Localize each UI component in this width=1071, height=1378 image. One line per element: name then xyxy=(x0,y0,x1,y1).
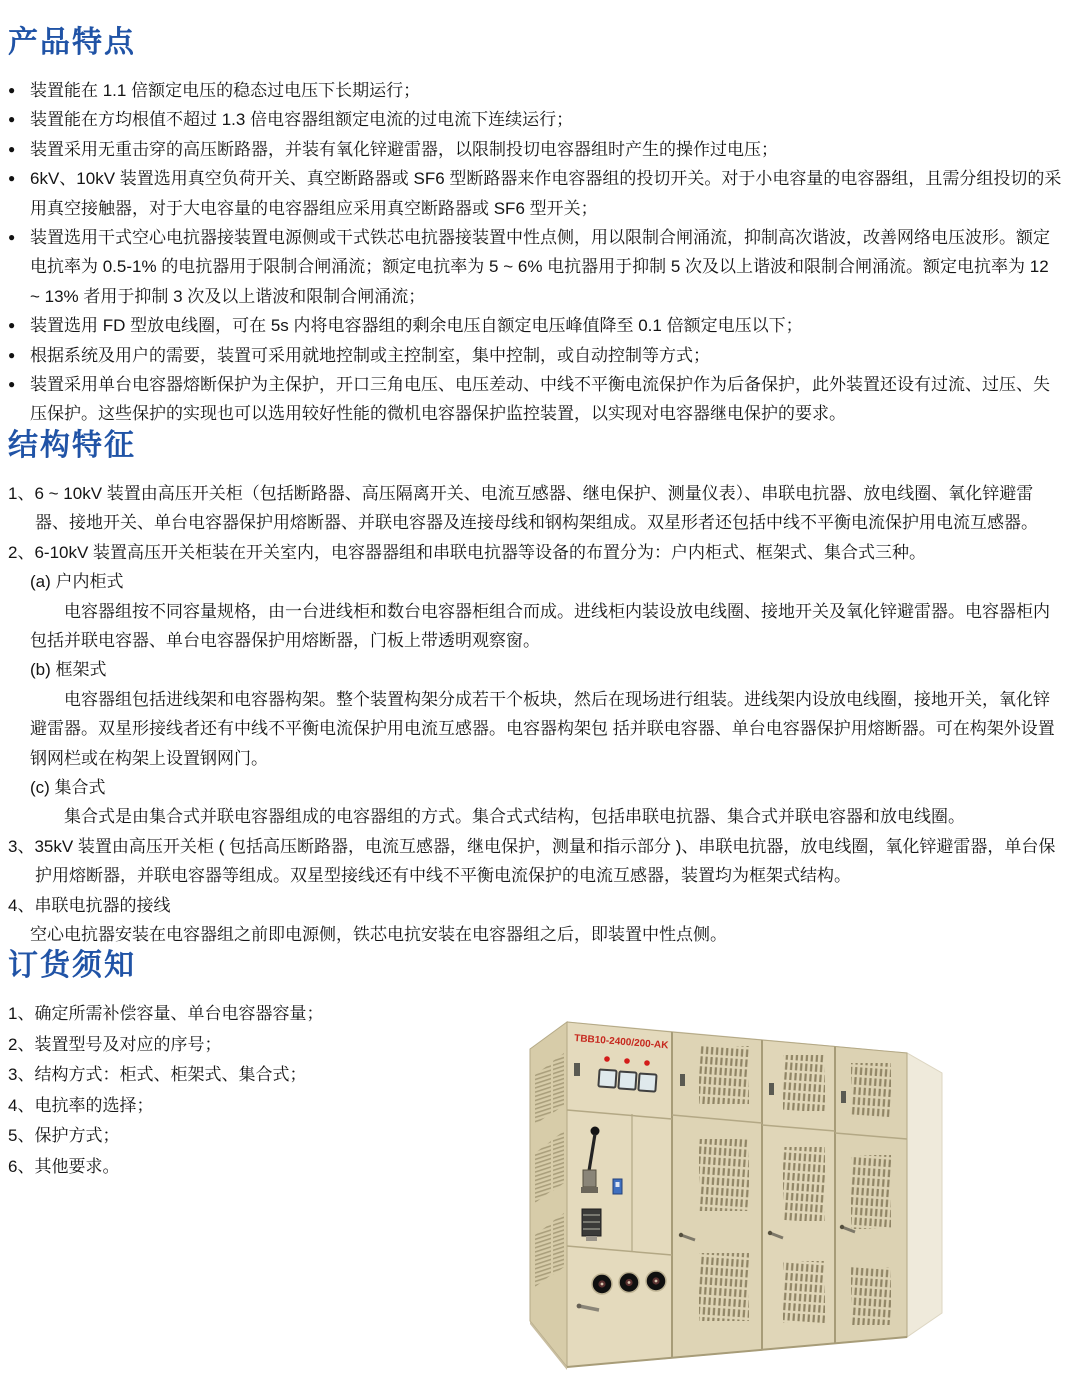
ordering-item: 4、电抗率的选择； xyxy=(8,1095,154,1115)
bullet-icon: ● xyxy=(8,83,16,97)
vent-grille xyxy=(851,1063,891,1117)
bullet-icon: ● xyxy=(8,112,16,127)
vent-grille xyxy=(783,1055,825,1111)
feature-text: 装置采用单台电容器熔断保护为主保护，开口三角电压、电压差动、中线不平衡电流保护作为后备保护，此外装置还设有过流、过压、失压保护。这些保护的实现也可以选用较好性能的微机电容器保护监控装置，以实现对电容器继电保护的要求。 xyxy=(30,375,1050,424)
feature-text: 6kV、10kV 装置选用真空负荷开关、真空断路器或 SF6 型断路器来作电容器组的投切开关。对于小电容量的电容器组，且需分组投切的采用真空接触器，对于大电容量的电容器组应采用真空断路器或 SF6 型开关； xyxy=(30,169,1062,218)
section-title-structure: 结构特征 xyxy=(8,428,136,462)
feature-text: 装置采用无重击穿的高压断路器，并装有氧化锌避雷器，以限制投切电容器组时产生的操作过电压； xyxy=(30,139,778,159)
structure-item: 4、串联电抗器的接线 xyxy=(8,895,171,915)
ordering-item: 5、保护方式； xyxy=(8,1126,120,1146)
feature-bullet xyxy=(8,341,1063,370)
ordering-item: 3、结构方式：柜式、柜架式、集合式； xyxy=(8,1065,307,1085)
ordering-item: 2、装置型号及对应的序号； xyxy=(8,1034,222,1054)
bullet-icon: ● xyxy=(8,347,16,362)
door-latch xyxy=(680,1074,685,1086)
structure-item: (c) 集合式 xyxy=(30,777,106,797)
product-model-label: TBB10-2400/200-AK xyxy=(573,1033,669,1052)
structure-item: 空心电抗器安装在电容器组之前即电源侧，铁芯电抗安装在电容器组之后，即装置中性点侧。 xyxy=(30,924,727,944)
bottom-indicator-lamps xyxy=(592,1271,666,1294)
structure-item: 1、6 ~ 10kV 装置由高压开关柜（包括断路器、高压隔离开关、电流互感器、继电保护、测量仪表）、串联电抗器、放电线圈、氧化锌避雷器、接地开关、单台电容器保护用熔断器、并联电容器及连接母线和钢构架组成。双星形者还包括中线不平衡电流保护用电流互感器。 xyxy=(8,483,1038,533)
door-latch xyxy=(574,1063,580,1076)
bullet-icon: ● xyxy=(8,230,16,245)
feature-text: 装置选用干式空心电抗器接装置电源侧或干式铁芯电抗器接装置中性点侧，用以限制合闸涌流，抑制高次谐波，改善网络电压波形。额定电抗率为 0.5-1% 的电抗器用于限制合闸涌流；额定电抗率为 5 ~ 6% 电抗器用于抑制 5 次及以上谐波和限制合闸涌流。额定电抗率为 12 ~ 13% 者用于抑制 3 次及以上谐波和限制合闸涌流； xyxy=(30,228,1050,306)
structure-item: (a) 户内柜式 xyxy=(30,572,124,592)
features-list xyxy=(8,76,1063,429)
vent-grille xyxy=(699,1046,749,1104)
bullet-icon: ● xyxy=(8,318,16,333)
vent-grille xyxy=(699,1139,749,1211)
structure-item: 集合式是由集合式并联电容器组成的电容器组的方式。集合式式结构，包括串联电抗器、集合式并联电容器和放电线圈。 xyxy=(64,807,965,827)
side-vent xyxy=(553,1131,564,1191)
ordering-column xyxy=(8,949,528,1182)
section-title-features: 产品特点 xyxy=(8,26,136,59)
feature-bullet xyxy=(8,311,1063,340)
bullet-icon: ● xyxy=(8,171,16,186)
feature-text: 装置能在 1.1 倍额定电压的稳态过电压下长期运行； xyxy=(30,81,421,100)
bullet-icon: ● xyxy=(8,141,16,156)
vent-grille xyxy=(783,1147,825,1221)
structure-item: (b) 框架式 xyxy=(30,660,107,680)
structure-item: 2、6-10kV 装置高压开关柜装在开关室内，电容器器组和串联电抗器等设备的布置分为：户内柜式、框架式、集合式三种。 xyxy=(8,542,927,562)
feature-text: 根据系统及用户的需要，装置可采用就地控制或主控制室，集中控制，或自动控制等方式； xyxy=(30,345,710,365)
section-title-ordering: 订货须知 xyxy=(8,949,136,983)
feature-bullet xyxy=(8,370,1063,429)
panel-switch xyxy=(613,1179,622,1194)
vent-grille xyxy=(851,1267,891,1325)
side-vent xyxy=(553,1053,564,1113)
feature-text: 装置能在方均根值不超过 1.3 倍电容器组额定电流的过电流下连续运行； xyxy=(30,110,574,130)
side-vent xyxy=(553,1213,564,1275)
door-latch xyxy=(769,1083,774,1095)
feature-bullet xyxy=(8,223,1063,311)
structure-list xyxy=(8,479,1063,950)
indicator-lamp-icon xyxy=(604,1056,610,1062)
cabinet-right-side xyxy=(907,1053,942,1337)
feature-text: 装置选用 FD 型放电线圈，可在 5s 内将电容器组的剩余电压自额定电压峰值降至 0.1 倍额定电压以下； xyxy=(30,316,803,336)
vent-grille xyxy=(699,1253,749,1321)
feature-bullet xyxy=(8,76,1063,105)
contactor-block xyxy=(582,1209,601,1241)
indicator-lamp-icon xyxy=(624,1058,630,1064)
bullet-icon: ● xyxy=(8,377,16,392)
vent-grille xyxy=(783,1261,825,1323)
indicator-lamp-icon xyxy=(644,1060,650,1066)
structure-item: 电容器组按不同容量规格，由一台进线柜和数台电容器柜组合而成。进线柜内装设放电线圈、接地开关及氧化锌避雷器。电容器柜内包括并联电容器、单台电容器保护用熔断器，门板上带透明观察窗。 xyxy=(30,601,1050,650)
capacitor-cabinet-illustration xyxy=(527,1013,947,1373)
product-image xyxy=(527,1013,947,1373)
structure-item: 3、35kV 装置由高压开关柜 ( 包括高压断路器，电流互感器，继电保护，测量和指示部分 )、串联电抗器，放电线圈，氧化锌避雷器，单台保护用熔断器，并联电容器等组成。双星型接线还有中线不平衡电流保护的电流互感器，装置均为框架式结构。 xyxy=(8,836,1056,886)
ordering-item: 1、确定所需补偿容量、单台电容器容量； xyxy=(8,1004,324,1024)
feature-bullet xyxy=(8,105,1063,134)
ordering-item: 6、其他要求。 xyxy=(8,1156,120,1176)
vent-grille xyxy=(851,1155,891,1229)
structure-item: 电容器组包括进线架和电容器构架。整个装置构架分成若干个板块，然后在现场进行组装。进线架内设放电线圈，接地开关，氧化锌避雷器。双星形接线者还有中线不平衡电流保护用电流互感器。电容器构架包 括并联电容器、单台电容器保护用熔断器。可在构架外设置钢网栏或在构架上设置钢网门。 xyxy=(30,689,1055,768)
feature-bullet xyxy=(8,135,1063,164)
door-latch xyxy=(841,1091,846,1103)
ordering-list xyxy=(8,999,528,1182)
feature-bullet xyxy=(8,164,1063,223)
